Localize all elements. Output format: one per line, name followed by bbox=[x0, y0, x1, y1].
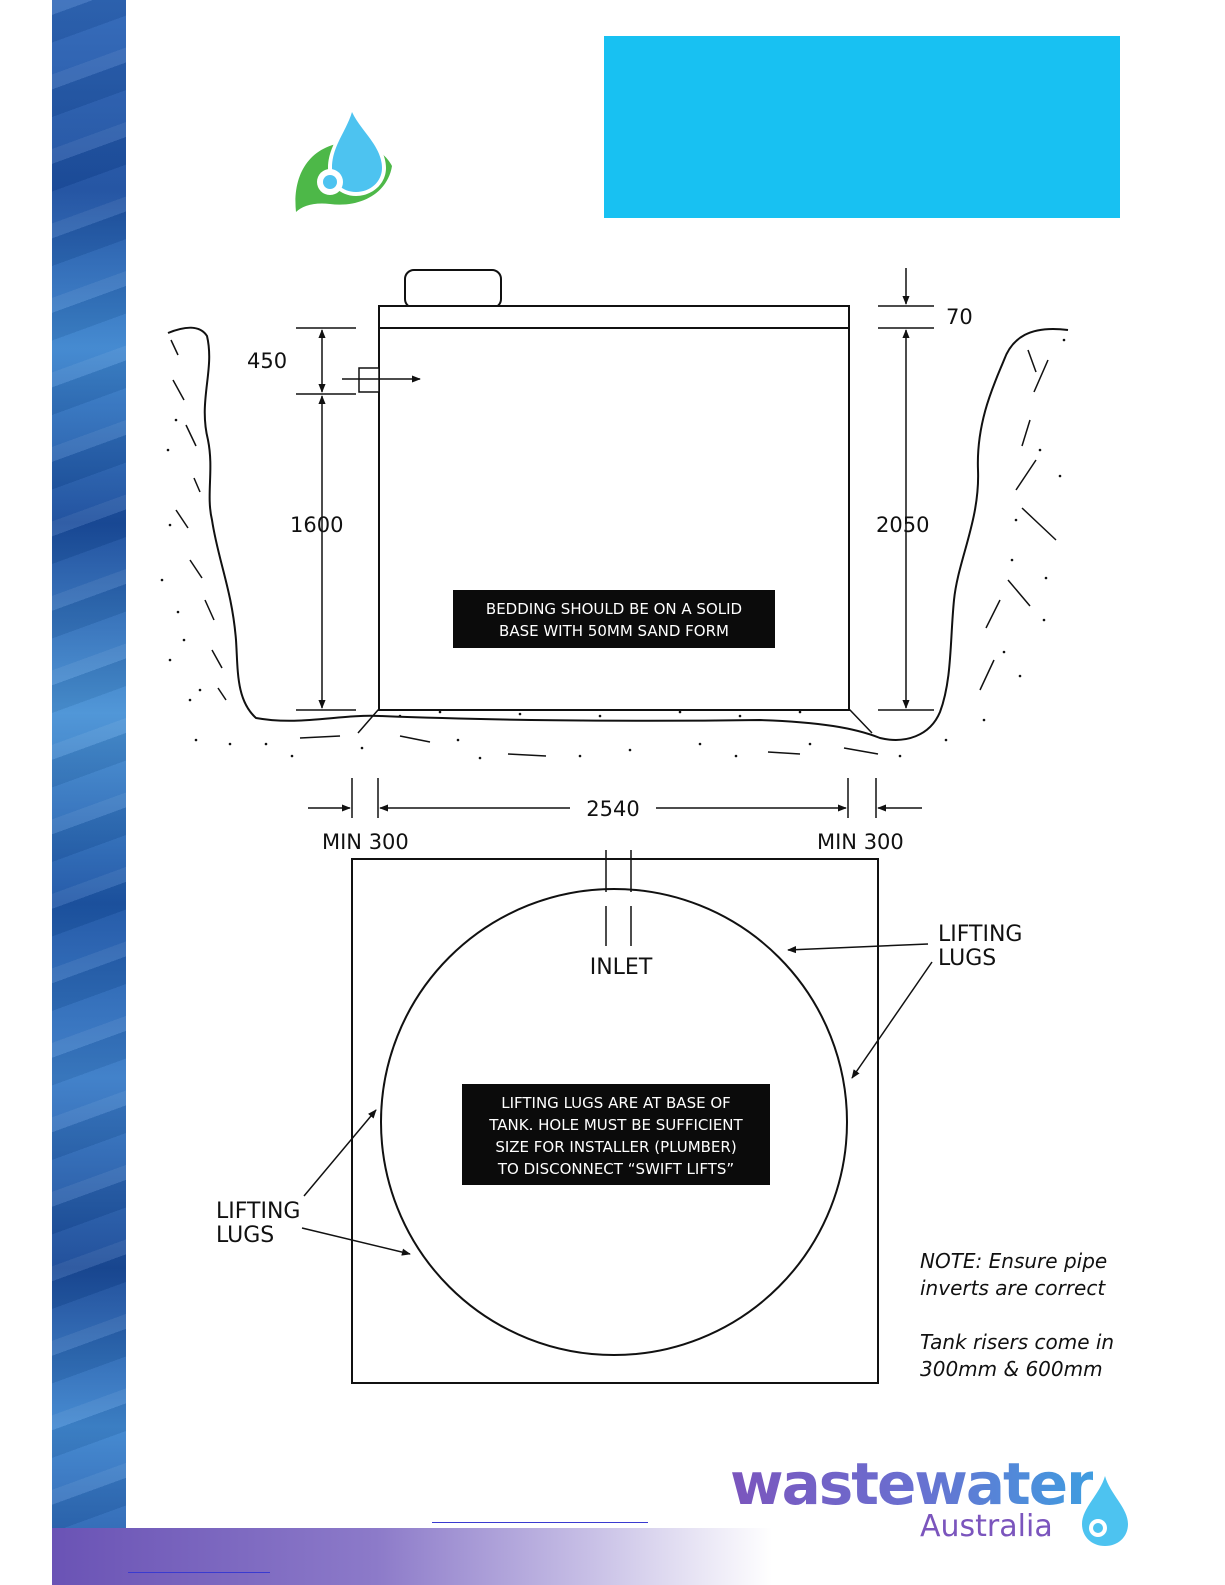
note-pipe-line2: inverts are correct bbox=[920, 1276, 1106, 1300]
dim-1600: 1600 bbox=[290, 513, 344, 537]
inlet-pipe bbox=[359, 368, 379, 392]
bedding-note-line1: BEDDING SHOULD BE ON A SOLID bbox=[485, 600, 743, 618]
min-300-right: MIN 300 bbox=[817, 830, 904, 854]
note-risers-line1: Tank risers come in bbox=[920, 1330, 1115, 1354]
footer-gradient-bar bbox=[52, 1528, 772, 1585]
dim-70: 70 bbox=[946, 305, 973, 329]
lugs-note-line1: LIFTING LUGS ARE AT BASE OF bbox=[501, 1094, 731, 1112]
note-pipe-line1: NOTE: Ensure pipe bbox=[920, 1249, 1108, 1273]
dim-2050: 2050 bbox=[876, 513, 930, 537]
lifting-lugs-left-line1: LIFTING bbox=[216, 1199, 301, 1224]
dim-lines-right bbox=[878, 268, 934, 710]
tank-lid bbox=[379, 306, 849, 328]
brand-logo bbox=[730, 1452, 1130, 1548]
brand-wordmark: wastewater bbox=[730, 1450, 1093, 1518]
lugs-note-line3: SIZE FOR INSTALLER (PLUMBER) bbox=[495, 1138, 737, 1156]
dim-450: 450 bbox=[247, 349, 288, 373]
note-risers-line2: 300mm & 600mm bbox=[920, 1357, 1103, 1381]
bedding-note-line2: BASE WITH 50MM SAND FORM bbox=[499, 622, 729, 640]
dim-2540: 2540 bbox=[586, 797, 640, 821]
lifting-lugs-right-line1: LIFTING bbox=[938, 922, 1023, 947]
lugs-note-line2: TANK. HOLE MUST BE SUFFICIENT bbox=[489, 1116, 743, 1134]
tank-body bbox=[379, 328, 849, 710]
lifting-lugs-left-line2: LUGS bbox=[216, 1223, 275, 1248]
inlet-label: INLET bbox=[589, 955, 653, 980]
min-300-left: MIN 300 bbox=[322, 830, 409, 854]
footer-link-underline-2[interactable] bbox=[128, 1572, 270, 1573]
footer-link-underline[interactable] bbox=[432, 1522, 648, 1523]
tank-riser bbox=[405, 270, 501, 308]
installation-notes bbox=[920, 1248, 1120, 1410]
brand-subtitle: Australia bbox=[920, 1509, 1053, 1544]
lugs-note-line4: TO DISCONNECT “SWIFT LIFTS” bbox=[497, 1160, 735, 1178]
water-drop-icon bbox=[1080, 1474, 1130, 1548]
lifting-lugs-right-line2: LUGS bbox=[938, 946, 997, 971]
